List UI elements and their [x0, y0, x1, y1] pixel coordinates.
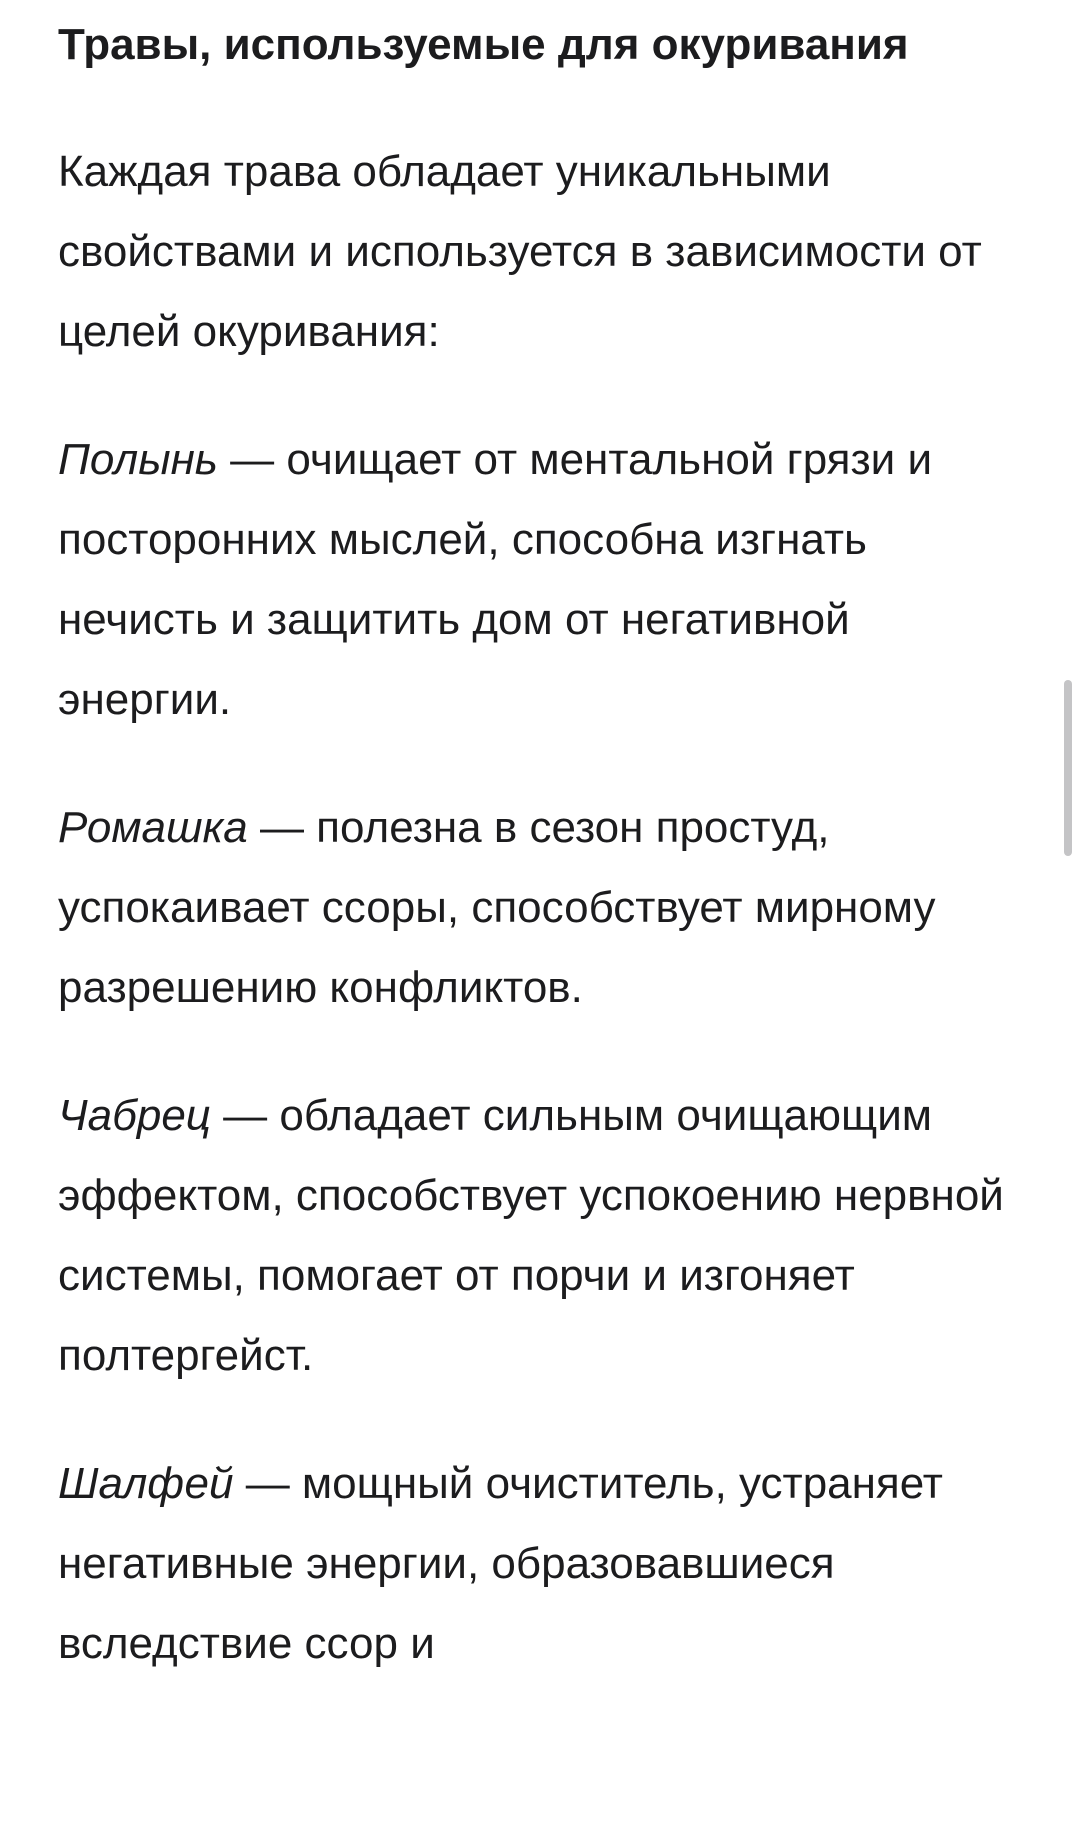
- herb-description: — полезна в сезон простуд, успокаивает ссоры, способствует мирному разрешению конфликтов.: [58, 803, 936, 1012]
- scrollbar-thumb[interactable]: [1064, 680, 1072, 856]
- herb-name: Шалфей: [58, 1459, 234, 1508]
- herb-paragraph-wormwood: [58, 420, 1018, 740]
- article: [58, 0, 1018, 1684]
- herb-name: Ромашка: [58, 803, 248, 852]
- section-heading: Травы, используемые для окуривания: [58, 20, 909, 69]
- herb-name: Чабрец: [58, 1091, 211, 1140]
- herb-paragraph-chamomile: [58, 788, 1018, 1028]
- herb-description: — обладает сильным очищающим эффектом, способствует успокоению нервной системы, помогает от порчи и изгоняет полтергейст.: [58, 1091, 1004, 1380]
- intro-paragraph: Каждая трава обладает уникальными свойствами и используется в зависимости от целей окуривания:: [58, 147, 982, 356]
- herb-paragraph-sage: [58, 1444, 1018, 1684]
- herb-name: Полынь: [58, 435, 218, 484]
- herb-paragraph-thyme: [58, 1076, 1018, 1396]
- herb-description: — очищает от ментальной грязи и посторонних мыслей, способна изгнать нечисть и защитить дом от негативной энергии.: [58, 435, 933, 724]
- herb-description: — мощный очиститель, устраняет негативные энергии, образовавшиеся вследствие ссор и: [58, 1459, 943, 1668]
